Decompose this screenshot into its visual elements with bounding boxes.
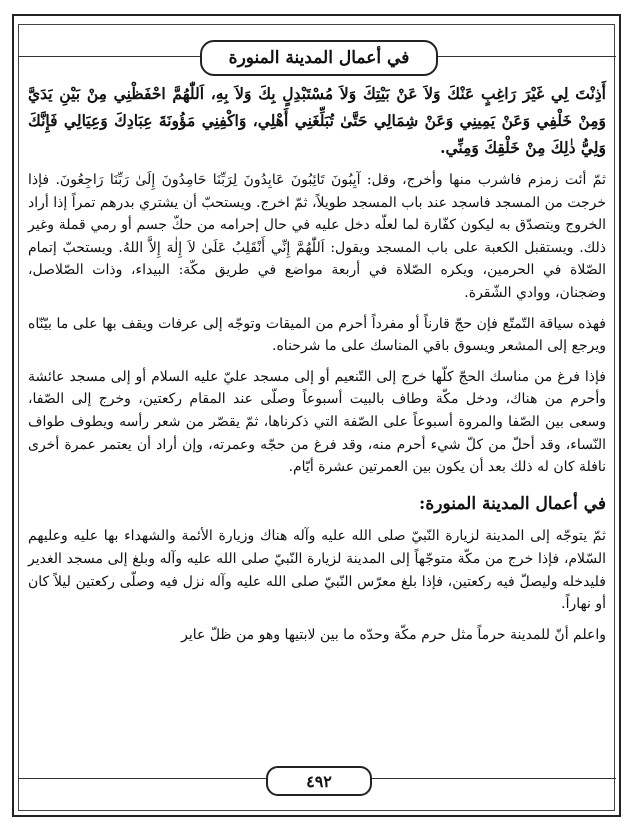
paragraph-tamattu: فهذه سياقة التّمتّع فإن حجّ قارناً أو مفرداً أحرم من الميقات وتوجّه إلى عرفات ويقف بها على ما بيّنّاه ويرجع إلى المشعر ويسوق باقي المناسك على ما شرحناه. <box>28 315 606 355</box>
supplication-text: أَذِنْتَ لِي غَيْرَ رَاغِبٍ عَنْكَ وَلاَ عَنْ بَيْتِكَ وَلاَ مُسْتَبْدِلٍ بِكَ وَلاَ بِهِ، اَللّٰهُمَّ احْفَظْنِي مِنْ بَيْنِ يَدَيَّ وَمِنْ خَلْفِي وَعَنْ يَمِينِي وَعَنْ شِمَالِي حَتَّىٰ تُبَلِّغَنِي أَهْلِي، وَاكْفِنِي مَؤُونَةَ عِبَادِكَ وَعِيَالِي فَإِنَّكَ وَلِيُّ ذٰلِكَ مِنْ خَلْقِكَ وَمِنِّي. <box>28 84 606 157</box>
page-content <box>28 80 606 654</box>
section-heading: في أعمال المدينة المنورة: <box>419 493 606 514</box>
paragraph-madinah-haram: واعلم أنّ للمدينة حرماً مثل حرم مكّة وحدّه ما بين لابتيها وهو من ظلّ عاير <box>181 626 606 643</box>
page-number: ٤٩٢ <box>266 766 372 796</box>
paragraph-zamzam: ثمّ أئت زمزم فاشرب منها وأخرج، وقل: آيِبُونَ تَائِبُونَ عَابِدُونَ لِرَبِّنَا حَامِدُونَ إِلَىٰ رَبِّنَا رَاجِعُونَ. فإذا خرجت من المسجد فاسجد عند باب المسجد طويلاً، ثمّ اخرج. ويستحبّ أن يشتري بدرهم تمراً إذا أراد الخروج ويتصدّق به ليكون كفّارة لما لعلّه دخل عليه في حال إحرامه من حكّ جسم أو رمي قملة وغير ذلك. ويستقبل الكعبة على باب المسجد ويقول: اَللّٰهُمَّ إِنِّي أَنْقَلِبُ عَلَىٰ لاَ إِلٰهَ إِلاَّ اللهُ. ويستحبّ إتمام الصّلاة في الحرمين، ويكره الصّلاة في أربعة مواضع في طريق مكّة: البيداء، وذات الصّلاصل، وضجنان، ووادي الشّقرة. <box>28 172 606 301</box>
running-header-title: في أعمال المدينة المنورة <box>200 40 438 76</box>
paragraph-madinah-visit: ثمّ يتوجّه إلى المدينة لزيارة النّبيّ صلى الله عليه وآله هناك وزيارة الأئمة والشهداء بها عليه وعليهم السّلام، فإذا خرج من مكّة متوجّهاً إلى المدينة لزيارة النّبيّ صلى الله عليه وآله وبلغ إلى مسجد الغدير فليدخله وليصلّ فيه ركعتين، فإذا بلغ معرّس النّبيّ صلى الله عليه وآله نزل فيه وصلّى ركعتين ليلاً كان أو نهاراً. <box>28 528 606 613</box>
paragraph-umrah: فإذا فرغ من مناسك الحجّ كلّها خرج إلى التّنعيم أو إلى مسجد عليّ عليه السلام أو إلى مسجد عائشة وأحرم من هناك، ودخل مكّة وطاف بالبيت أسبوعاً وصلّى عند المقام ركعتين، وخرج إلى الصّفا، وسعى بين الصّفا والمروة أسبوعاً على الصّفة التي ذكرناها، ثمّ يقصّر من شعر رأسه ويطوف طواف النّساء، وقد أحلّ من كلّ شيء أحرم منه، وقد فرغ من حجّه وعمرته، وإن أراد أن يعتمر عمرة أخرى نافلة كان له ذلك بعد أن يكون بين العمرتين عشرة أيّام. <box>28 368 606 476</box>
